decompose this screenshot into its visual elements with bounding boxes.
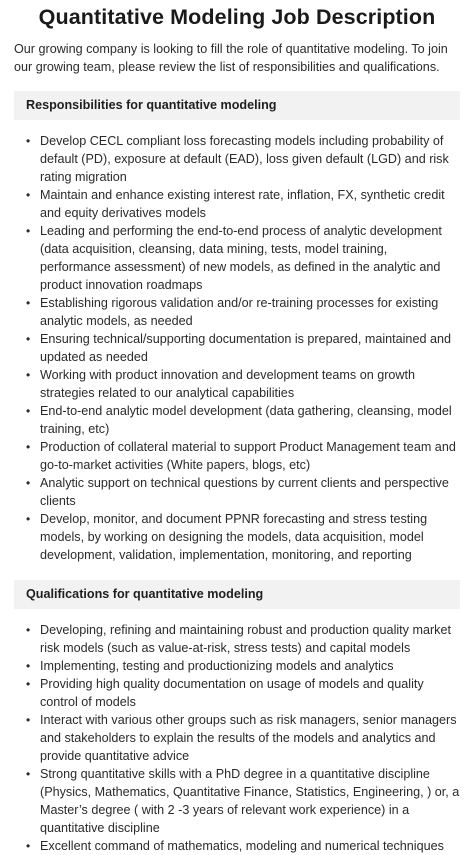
bullet-icon: • — [26, 713, 31, 727]
bullet-icon: • — [26, 659, 31, 673]
list-item — [14, 474, 460, 510]
list-item — [14, 675, 460, 711]
list-item — [14, 222, 460, 294]
bullet-icon: • — [26, 512, 31, 526]
page-title: Quantitative Modeling Job Description — [38, 5, 436, 29]
list-item-text: Production of collateral material to support Product Management team and go-to-market activities (White papers, blogs, etc) — [40, 440, 456, 472]
list-item — [14, 621, 460, 657]
bullet-icon: • — [26, 404, 31, 418]
list-item — [14, 186, 460, 222]
list-item — [14, 765, 460, 837]
bullet-icon: • — [26, 296, 31, 310]
list-item-text: Develop CECL compliant loss forecasting models including probability of default (PD), exposure at default (EAD), loss given default (LGD) and risk rating migration — [40, 134, 449, 184]
list-item — [14, 132, 460, 186]
bullet-icon: • — [26, 134, 31, 148]
list-item — [14, 657, 460, 675]
list-item-text: Excellent command of mathematics, modeling and numerical techniques — [40, 839, 444, 853]
list-item — [14, 294, 460, 330]
bullet-icon: • — [26, 440, 31, 454]
list-item-text: Leading and performing the end-to-end process of analytic development (data acquisition, cleansing, data mining, tests, model training, performance assessment) of new models, as defined in the analytic and product innovation roadmaps — [40, 224, 442, 292]
intro-paragraph: Our growing company is looking to fill the role of quantitative modeling. To join our growing team, please review the list of responsibilities and qualifications. — [14, 42, 448, 74]
list-item-text: Develop, monitor, and document PPNR forecasting and stress testing models, by working on designing the models, data acquisition, model development, validation, implementation, monitoring, and reporting — [40, 512, 428, 562]
responsibilities-heading: Responsibilities for quantitative modeling — [14, 91, 460, 120]
bullet-icon: • — [26, 332, 31, 346]
qualifications-list — [14, 621, 460, 855]
bullet-icon: • — [26, 767, 31, 781]
bullet-icon: • — [26, 224, 31, 238]
bullet-icon: • — [26, 839, 31, 853]
list-item-text: Working with product innovation and development teams on growth strategies related to our analytical capabilities — [40, 368, 415, 400]
list-item — [14, 837, 460, 855]
list-item-text: Interact with various other groups such as risk managers, senior managers and stakeholders to explain the results of the models and analytics and provide quantitative advice — [40, 713, 457, 763]
list-item — [14, 330, 460, 366]
list-item — [14, 711, 460, 765]
bullet-icon: • — [26, 368, 31, 382]
list-item-text: Strong quantitative skills with a PhD degree in a quantitative discipline (Physics, Mathematics, Quantitative Finance, Statistics, Engineering, ) or, a Master’s degree ( with 2 -3 years of relevant work experience) in a quantitative discipline — [40, 767, 460, 835]
list-item — [14, 438, 460, 474]
list-item-text: Establishing rigorous validation and/or re-training processes for existing analytic models, as needed — [40, 296, 439, 328]
list-item-text: Ensuring technical/supporting documentation is prepared, maintained and updated as needed — [40, 332, 451, 364]
responsibilities-list — [14, 132, 460, 564]
bullet-icon: • — [26, 476, 31, 490]
qualifications-heading: Qualifications for quantitative modeling — [14, 580, 460, 609]
list-item-text: Developing, refining and maintaining robust and production quality market risk models (such as value-at-risk, stress tests) and capital models — [40, 623, 451, 655]
list-item-text: Maintain and enhance existing interest rate, inflation, FX, synthetic credit and equity derivatives models — [40, 188, 445, 220]
bullet-icon: • — [26, 623, 31, 637]
list-item-text: End-to-end analytic model development (data gathering, cleansing, model training, etc) — [40, 404, 452, 436]
list-item — [14, 366, 460, 402]
list-item — [14, 510, 460, 564]
list-item-text: Providing high quality documentation on usage of models and quality control of models — [40, 677, 424, 709]
bullet-icon: • — [26, 677, 31, 691]
bullet-icon: • — [26, 188, 31, 202]
list-item-text: Implementing, testing and productionizing models and analytics — [40, 659, 394, 673]
list-item — [14, 402, 460, 438]
list-item-text: Analytic support on technical questions by current clients and perspective clients — [40, 476, 449, 508]
